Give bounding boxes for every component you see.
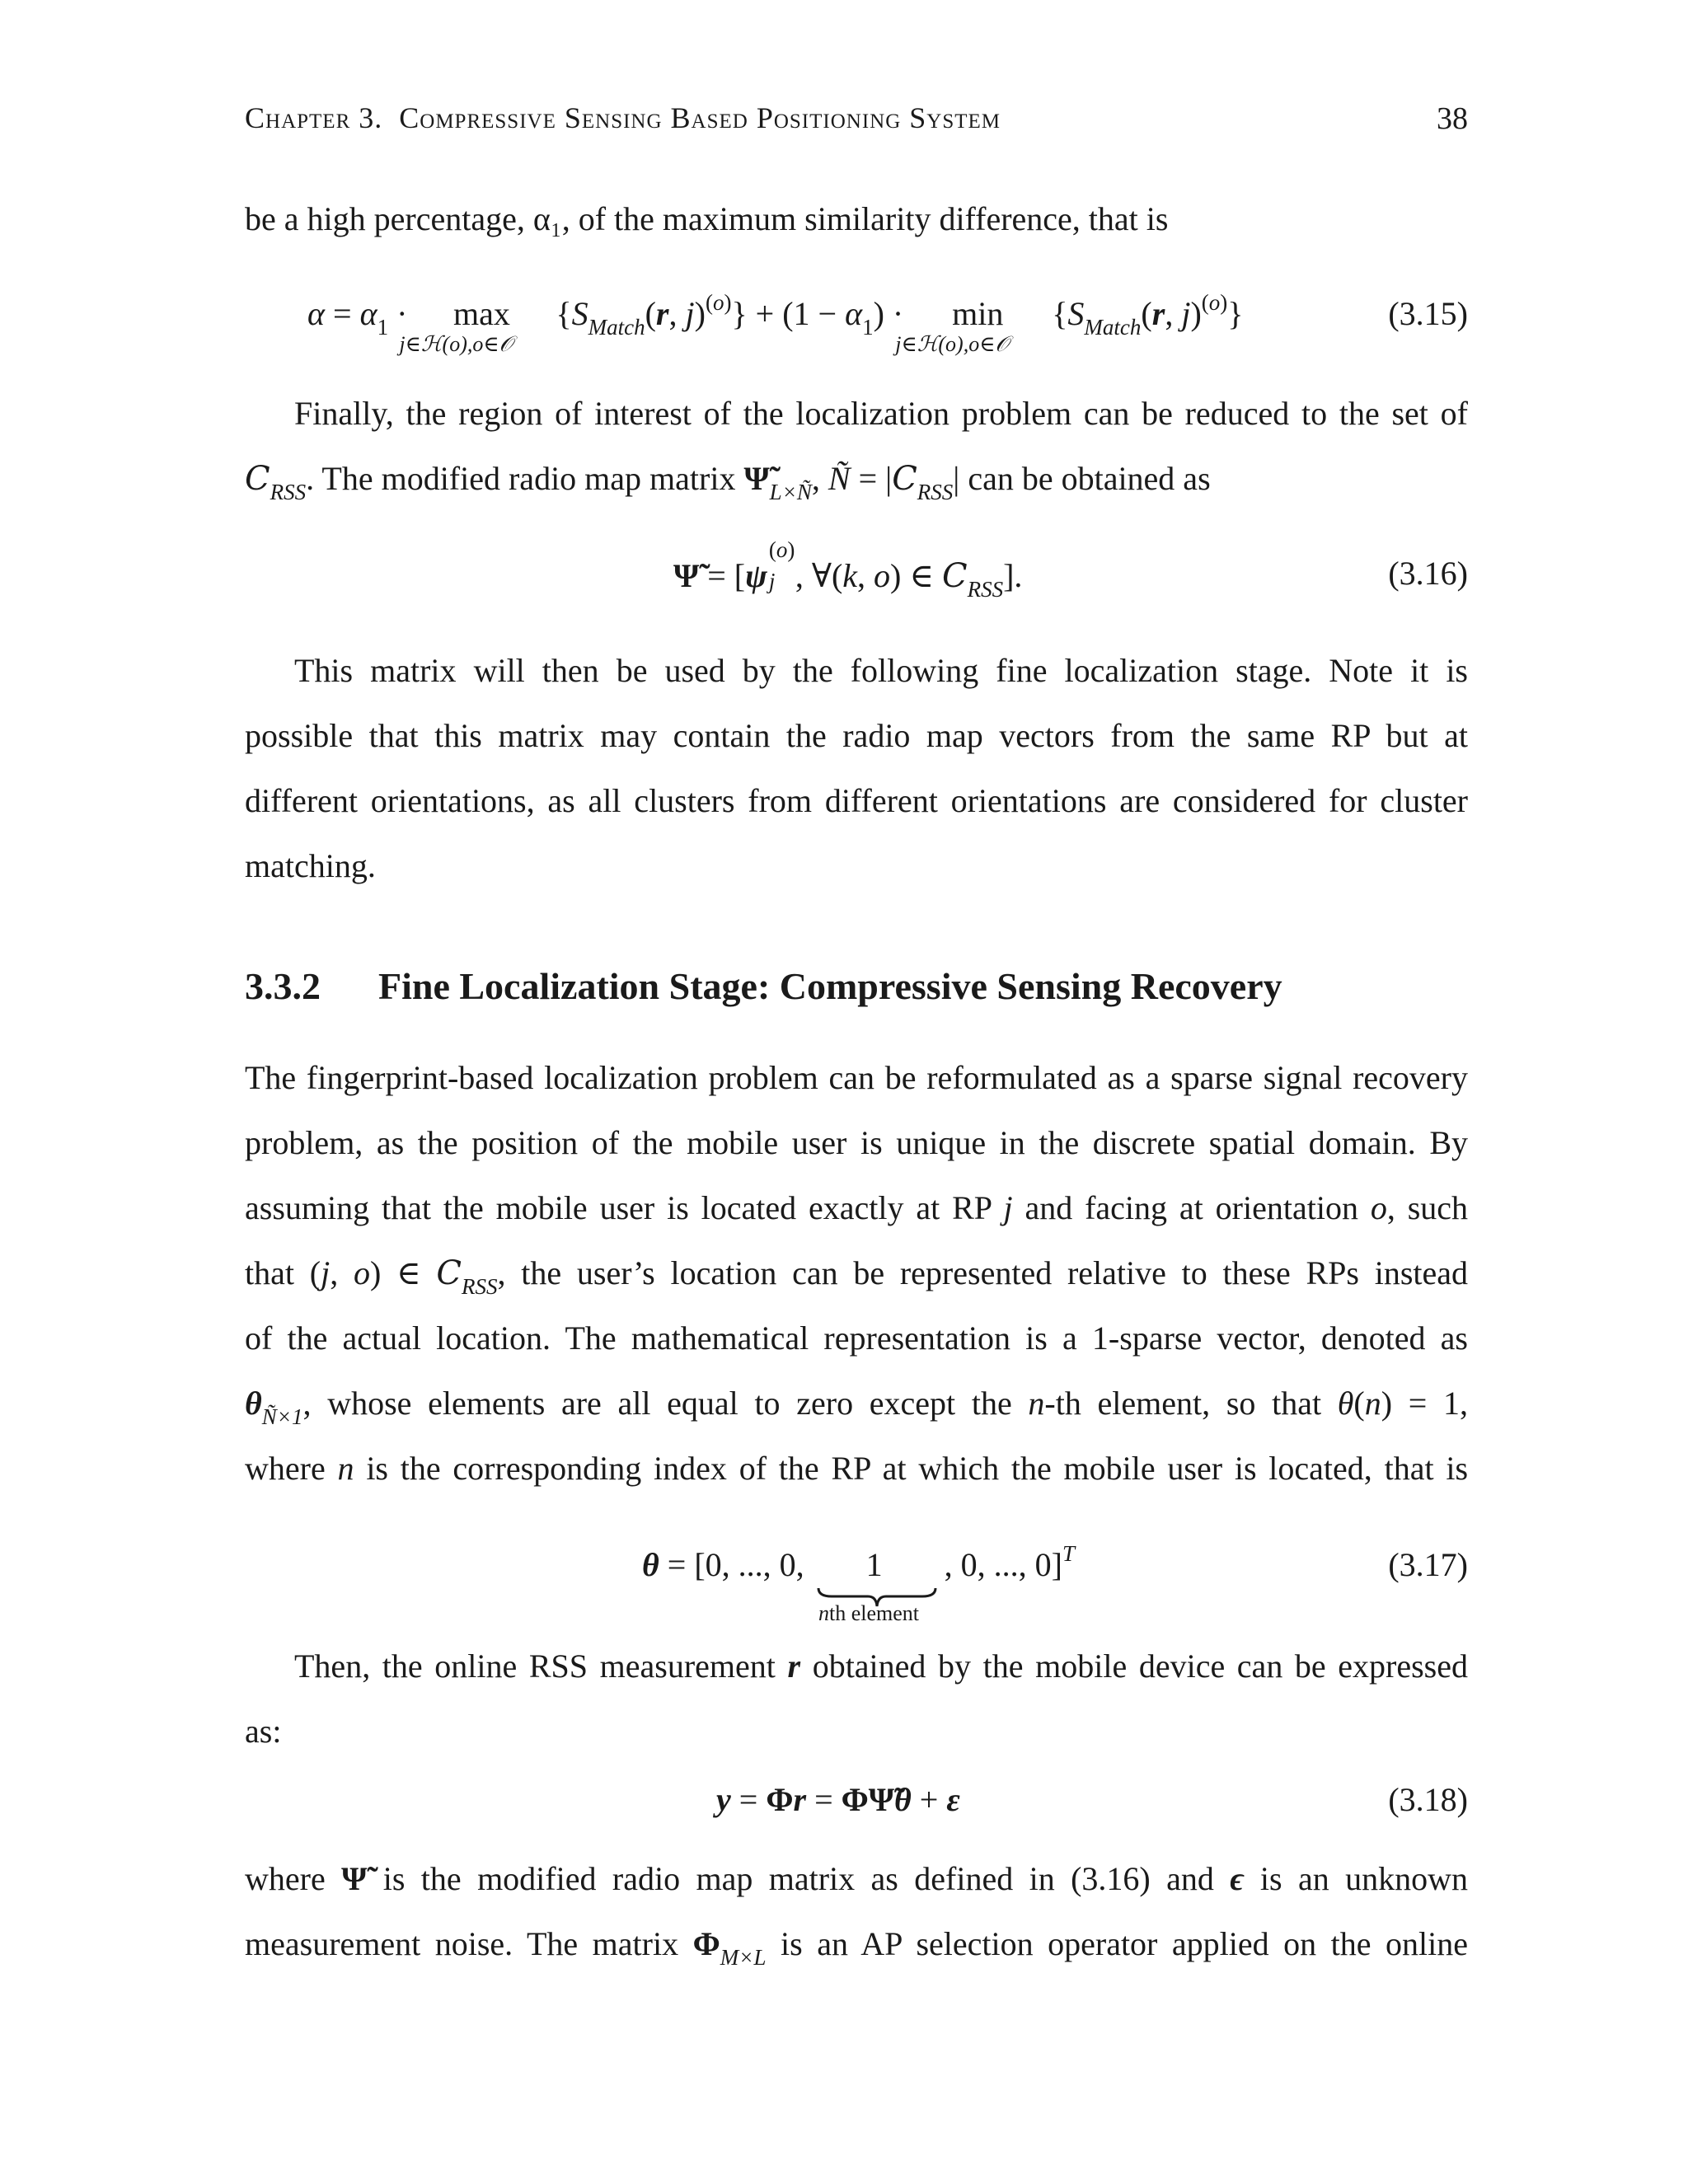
paragraph-line: problem, as the position of the mobile user is unique in the discrete spatial domain. By — [245, 1124, 1468, 1161]
paragraph-noise — [245, 1846, 1468, 1976]
running-header — [245, 101, 1468, 142]
equation-3-17 — [245, 1541, 1468, 1636]
equation-body: y = Φr = ΦΨ̃θ + ε — [716, 1781, 960, 1818]
min-operator: min — [952, 295, 1004, 332]
one-entry: 1 — [865, 1546, 883, 1583]
max-operator: max — [452, 295, 510, 332]
paragraph-line: $\theta_{Ñ\times 1}$, whose elements are all equal to zero except the n-th element, so that θ(n) = 1, — [245, 1385, 1469, 1429]
paragraph-line: The fingerprint-based localization problem can be reformulated as a sparse signal recovery — [245, 1059, 1468, 1096]
paragraph-line: that (j, o) ∈ $C_{RSS}$, the user’s location can be represented relative to these RPs instead — [245, 1254, 1469, 1299]
paragraph-line: matching. — [245, 847, 376, 884]
paragraph-line: This matrix will then be used by the following fine localization stage. Note it is — [294, 652, 1468, 689]
equation-number: (3.15) — [1388, 295, 1468, 332]
paragraph-line: be a high percentage, α₁, of the maximum similarity difference, that is — [245, 200, 1169, 237]
page-number: 38 — [1437, 101, 1468, 136]
paragraph-line: where Ψ̃ is the modified radio map matrix as defined in (3.16) and ϵ is an unknown — [245, 1860, 1469, 1897]
paragraph-line: where n is the corresponding index of the RP at which the mobile user is located, that is — [245, 1450, 1469, 1487]
section-number: 3.3.2 — [245, 965, 321, 1007]
equation-body: $\alpha = \alpha_1 \cdot \max$ j∈ℋ(o),o∈𝒪 {$S_{Match}(r$, $j)^{(o)}\} + (1 - \alpha_1) \cdot \min$ j∈ℋ(o),o∈𝒪 {$S_{Match}(r$, j)$^{(o)}$} — [307, 290, 1244, 356]
paragraph-line: as: — [245, 1713, 282, 1750]
chapter-title: Chapter 3. Compressive Sensing Based Positioning System — [245, 101, 1001, 134]
paragraph-line: Finally, the region of interest of the localization problem can be reduced to the set of — [294, 395, 1468, 432]
equation-body: θ = [0, ..., 0, 1 , 0, ..., 0]$^T$ — [642, 1541, 1076, 1583]
paragraph-region — [245, 381, 1468, 511]
paragraph-line: different orientations, as all clusters from different orientations are considered for cluster — [245, 782, 1468, 819]
equation-number: (3.18) — [1388, 1781, 1468, 1818]
equation-number: (3.17) — [1388, 1546, 1468, 1583]
paragraph-line: Then, the online RSS measurement r obtained by the mobile device can be expressed — [294, 1647, 1468, 1685]
equation-body: Ψ̃ = [ψ (o) j , ∀(k, o) ∈ $C_{RSS}$]. — [673, 537, 1023, 602]
paragraph-line: measurement noise. The matrix $\Phi_{M\times L}$ is an AP selection operator applied on the online — [245, 1925, 1469, 1970]
section-title: Fine Localization Stage: Compressive Sensing Recovery — [378, 965, 1282, 1007]
underbrace-label: nth element — [818, 1601, 920, 1625]
equation-3-15 — [245, 284, 1468, 356]
paragraph-matrix-usage — [245, 638, 1468, 898]
paragraph-intro — [245, 186, 1468, 251]
paragraph-line: $C_{RSS}$. The modified radio map matrix $\Psĩ_{L\times Ñ}$, Ñ = $|C_{RSS}|$ can be obtained as — [245, 460, 1211, 504]
paragraph-online-rss — [245, 1633, 1468, 1764]
paragraph-line: assuming that the mobile user is located exactly at RP j and facing at orientation o, such — [245, 1189, 1469, 1226]
equation-3-16 — [245, 537, 1468, 610]
section-heading — [245, 964, 1282, 1008]
paragraph-fine-localization — [245, 1045, 1468, 1501]
paragraph-line: possible that this matrix may contain the radio map vectors from the same RP but at — [245, 717, 1468, 754]
equation-3-18 — [245, 1770, 1468, 1836]
max-subscript: j∈ℋ(o),o∈𝒪 — [399, 332, 513, 356]
paragraph-line: of the actual location. The mathematical representation is a 1-sparse vector, denoted as — [245, 1319, 1468, 1357]
min-subscript: j∈ℋ(o),o∈𝒪 — [895, 332, 1009, 356]
equation-number: (3.16) — [1388, 555, 1468, 592]
